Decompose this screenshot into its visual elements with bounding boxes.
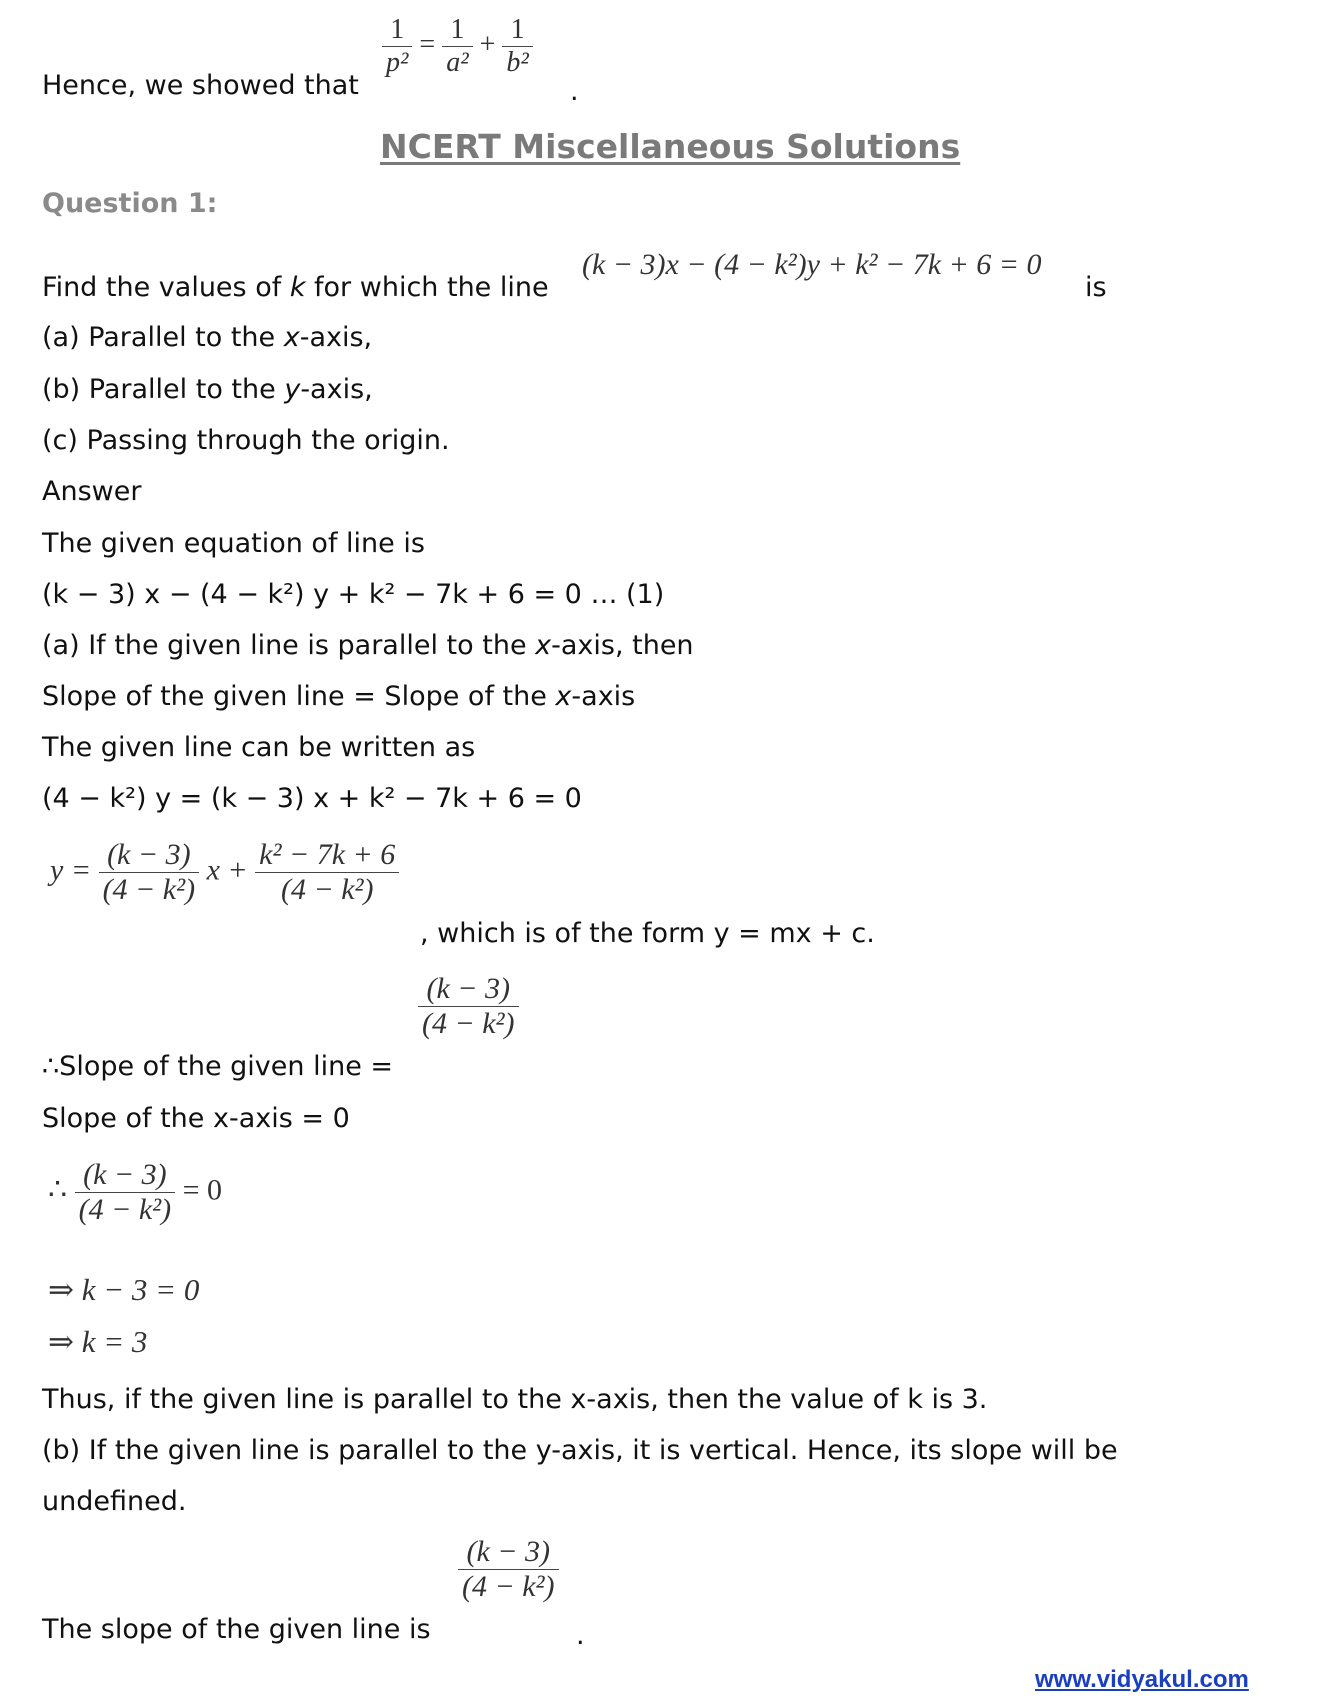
reciprocal-identity: $\frac{1}{\text{p²}}$ = $\frac{1}{\text{a²}}$ + $\frac{1}{\text{b²}}$ xyxy=(382,14,533,79)
answer-rewritten: (4 − k²) y = (k − 3) x + k² − 7k + 6 = 0 xyxy=(42,783,582,814)
question-label: Question 1: xyxy=(42,188,218,219)
hence-text: Hence, we showed that xyxy=(42,70,359,101)
answer-implies-2: ⇒ k = 3 xyxy=(48,1324,148,1359)
question-prompt-end: is xyxy=(1085,272,1107,303)
answer-b-line2: undefined. xyxy=(42,1486,187,1517)
answer-slope-xaxis: Slope of the x-axis = 0 xyxy=(42,1103,350,1134)
answer-therefore-slope: ∴Slope of the given line = xyxy=(42,1051,394,1082)
question-line-equation: (k − 3)x − (4 − k²)y + k² − 7k + 6 = 0 xyxy=(582,248,1042,281)
question-part-a: (a) Parallel to the x-axis, xyxy=(42,322,373,353)
answer-fraction-zero: ∴ $\frac{(k - 3)}{\text{(4 − k²)}}$ = 0 xyxy=(48,1158,223,1226)
answer-eq1: (k − 3) x − (4 − k²) y + k² − 7k + 6 = 0 … (1) xyxy=(42,579,665,610)
answer-form-text: , which is of the form y = mx + c. xyxy=(420,918,875,949)
answer-label: Answer xyxy=(42,476,142,507)
answer-slope-is: The slope of the given line is xyxy=(42,1614,431,1645)
question-prompt: Find the values of k for which the line xyxy=(42,272,549,303)
answer-slope-fraction: $\frac{(k - 3)}{\text{(4 − k²)}}$ xyxy=(418,972,519,1041)
footer-website-link[interactable]: www.vidyakul.com xyxy=(1035,1666,1249,1693)
answer-given: The given equation of line is xyxy=(42,528,425,559)
answer-a-intro: (a) If the given line is parallel to the x-axis, then xyxy=(42,630,694,661)
answer-last-fraction: $\frac{(k - 3)}{\text{(4 − k²)}}$ xyxy=(458,1535,559,1604)
answer-written-as: The given line can be written as xyxy=(42,732,476,763)
answer-implies-1: ⇒ k − 3 = 0 xyxy=(48,1272,200,1307)
intro-period: . xyxy=(570,76,579,107)
answer-slope-equality: Slope of the given line = Slope of the x-axis xyxy=(42,681,636,712)
page-title: NCERT Miscellaneous Solutions xyxy=(380,127,961,166)
answer-b-line1: (b) If the given line is parallel to the y-axis, it is vertical. Hence, its slope will be xyxy=(42,1435,1118,1466)
answer-last-period: . xyxy=(576,1620,585,1651)
answer-y-form: y = $\frac{(k - 3)}{\text{(4 − k²)}}$ x + $\frac{\text{k² − 7k + 6}}{\text{(4 − k²)}}$ xyxy=(50,838,399,907)
question-part-b: (b) Parallel to the y-axis, xyxy=(42,374,373,405)
question-part-c: (c) Passing through the origin. xyxy=(42,425,450,456)
answer-thus: Thus, if the given line is parallel to the x-axis, then the value of k is 3. xyxy=(42,1384,988,1415)
